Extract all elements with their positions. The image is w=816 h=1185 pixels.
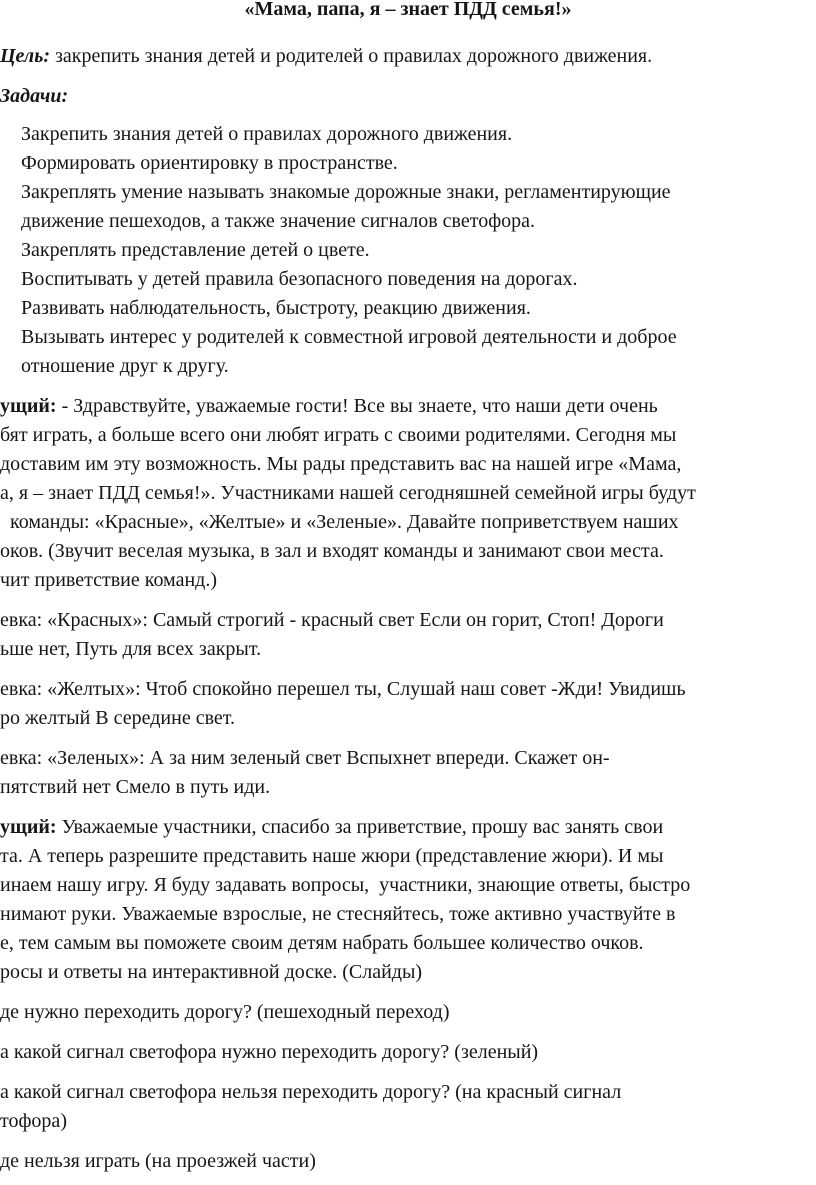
- text-line: [21, 120, 816, 149]
- question-1: [0, 998, 816, 1027]
- text-run: закрепить знания детей и родителей о правилах дорожного движения.: [50, 45, 653, 67]
- tasks-heading: [0, 82, 816, 111]
- text-run: де нужно переходить дорогу? (пешеходный переход): [0, 1001, 450, 1023]
- text-line: [21, 323, 816, 352]
- text-line: [0, 635, 816, 664]
- text-run: Формировать ориентировку в пространстве.: [21, 152, 398, 174]
- text-run: де нельзя играть (на проезжей части): [0, 1150, 316, 1172]
- text-line: [0, 1147, 816, 1176]
- text-run: Уважаемые участники, спасибо за приветствие, прошу вас занять свои: [56, 816, 664, 838]
- task-item-7: [21, 323, 816, 381]
- task-item-2: [21, 149, 816, 178]
- text-line: [0, 871, 816, 900]
- text-run: ро желтый В середине свет.: [0, 707, 236, 729]
- host-speech-2: [0, 813, 816, 987]
- text-line: [0, 421, 816, 450]
- label-bold: ущий:: [0, 395, 57, 417]
- question-4: [0, 1147, 816, 1176]
- text-line: [0, 958, 816, 987]
- document-title: «Мама, папа, я – знает ПДД семья!»: [244, 0, 572, 20]
- text-run: оков. (Звучит веселая музыка, в зал и входят команды и занимают свои места.: [0, 540, 664, 562]
- text-line: [21, 149, 816, 178]
- task-item-5: [21, 265, 816, 294]
- text-run: Закреплять умение называть знакомые дорожные знаки, регламентирующие: [21, 181, 671, 203]
- text-run: евка: «Красных»: Самый строгий - красный свет Если он горит, Стоп! Дороги: [0, 609, 664, 631]
- text-line: [21, 236, 816, 265]
- text-run: евка: «Желтых»: Чтоб спокойно перешел ты, Слушай наш совет -Жди! Увидишь: [0, 678, 686, 700]
- task-item-6: [21, 294, 816, 323]
- text-line: [0, 82, 816, 111]
- text-run: команды: «Красные», «Желтые» и «Зеленые». Давайте поприветствуем наших: [0, 511, 679, 533]
- text-line: [21, 207, 816, 236]
- text-line: [0, 929, 816, 958]
- text-run: ьше нет, Путь для всех закрыт.: [0, 638, 262, 660]
- text-run: е, тем самым вы поможете своим детям набрать большее количество очков.: [0, 932, 644, 954]
- label-bold-italic: Цель:: [0, 45, 50, 67]
- text-run: а какой сигнал светофора нельзя переходить дорогу? (на красный сигнал: [0, 1081, 622, 1103]
- text-line: [21, 352, 816, 381]
- text-run: отношение друг к другу.: [21, 355, 229, 377]
- text-run: Закрепить знания детей о правилах дорожного движения.: [21, 123, 513, 145]
- text-run: движение пешеходов, а также значение сигналов светофора.: [21, 210, 536, 232]
- text-line: [0, 1107, 816, 1136]
- text-line: [0, 744, 816, 773]
- text-line: [21, 294, 816, 323]
- text-line: [0, 42, 816, 71]
- text-run: пятствий нет Смело в путь иди.: [0, 776, 271, 798]
- text-line: [0, 900, 816, 929]
- document-body: [0, 42, 816, 1176]
- text-run: а какой сигнал светофора нужно переходить дорогу? (зеленый): [0, 1041, 539, 1063]
- goal-paragraph: [0, 42, 816, 71]
- text-run: доставим им эту возможность. Мы рады представить вас на нашей игре «Мама,: [0, 453, 682, 475]
- cheer-yellow-team: [0, 675, 816, 733]
- label-bold-italic: Задачи:: [0, 85, 69, 107]
- text-line: [0, 675, 816, 704]
- text-run: Развивать наблюдательность, быстроту, реакцию движения.: [21, 297, 531, 319]
- text-run: инаем нашу игру. Я буду задавать вопросы, участники, знающие ответы, быстро: [0, 874, 691, 896]
- text-line: [0, 450, 816, 479]
- text-run: тофора): [0, 1110, 67, 1132]
- text-run: бят играть, а больше всего они любят играть с своими родителями. Сегодня мы: [0, 424, 677, 446]
- text-line: [0, 842, 816, 871]
- text-run: Вызывать интерес у родителей к совместной игровой деятельности и доброе: [21, 326, 677, 348]
- cheer-green-team: [0, 744, 816, 802]
- text-run: Воспитывать у детей правила безопасного поведения на дорогах.: [21, 268, 578, 290]
- text-run: а, я – знает ПДД семья!». Участниками нашей сегодняшней семейной игры будут: [0, 482, 696, 504]
- text-line: [0, 704, 816, 733]
- text-line: [0, 1038, 816, 1067]
- task-item-1: [21, 120, 816, 149]
- text-line: [0, 998, 816, 1027]
- text-run: нимают руки. Уважаемые взрослые, не стесняйтесь, тоже активно участвуйте в: [0, 903, 676, 925]
- text-line: [21, 265, 816, 294]
- label-bold: ущий:: [0, 816, 57, 838]
- text-line: [0, 773, 816, 802]
- text-run: росы и ответы на интерактивной доске. (Слайды): [0, 961, 423, 983]
- text-line: [0, 1078, 816, 1107]
- text-line: [0, 537, 816, 566]
- task-item-3: [21, 178, 816, 236]
- text-line: [0, 606, 816, 635]
- text-run: евка: «Зеленых»: А за ним зеленый свет Вспыхнет впереди. Скажет он-: [0, 747, 610, 769]
- text-run: - Здравствуйте, уважаемые гости! Все вы знаете, что наши дети очень: [56, 395, 658, 417]
- host-speech-1: [0, 392, 816, 595]
- text-run: чит приветствие команд.): [0, 569, 217, 591]
- text-line: [0, 566, 816, 595]
- question-3: [0, 1078, 816, 1136]
- text-run: Закреплять представление детей о цвете.: [21, 239, 370, 261]
- text-line: [0, 508, 816, 537]
- task-item-4: [21, 236, 816, 265]
- text-line: [0, 813, 816, 842]
- text-line: [0, 479, 816, 508]
- text-line: [21, 178, 816, 207]
- cheer-red-team: [0, 606, 816, 664]
- text-run: та. А теперь разрешите представить наше жюри (представление жюри). И мы: [0, 845, 664, 867]
- question-2: [0, 1038, 816, 1067]
- text-line: [0, 392, 816, 421]
